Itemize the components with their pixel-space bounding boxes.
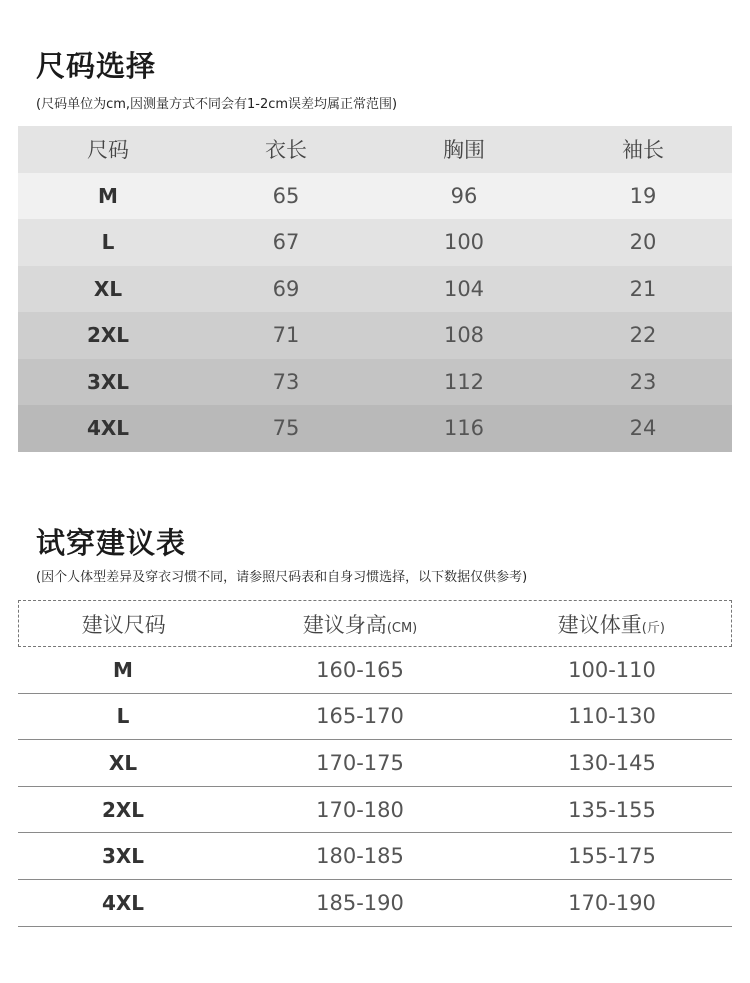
sleeve-value: 24 <box>629 416 657 441</box>
length-value: 73 <box>272 369 300 394</box>
table-row <box>18 266 732 313</box>
chest-value: 96 <box>450 183 478 208</box>
header-length: 衣长 <box>265 138 307 163</box>
length-value: 65 <box>272 183 300 208</box>
chest-value: 100 <box>443 230 485 255</box>
header-rec-weight-label: 建议体重 <box>557 612 642 637</box>
table-row <box>18 405 732 452</box>
header-rec-weight <box>492 609 731 639</box>
header-chest: 胸围 <box>443 138 485 163</box>
size-section-title: 尺码选择 <box>36 49 157 83</box>
table-row <box>18 880 732 927</box>
table-row <box>18 312 732 359</box>
header-rec-height-label: 建议身高 <box>302 612 387 637</box>
table-row <box>18 740 732 787</box>
chest-value: 112 <box>443 369 485 394</box>
size-label: 4XL <box>86 416 130 441</box>
table-row <box>18 359 732 406</box>
size-section-note: (尺码单位为cm,因测量方式不同会有1-2cm误差均属正常范围) <box>36 97 398 112</box>
weight-range: 100-110 <box>568 657 656 682</box>
length-value: 69 <box>272 276 300 301</box>
size-label: 3XL <box>101 844 145 869</box>
size-label: 4XL <box>101 890 145 915</box>
height-range: 160-165 <box>316 657 404 682</box>
header-rec-size-label: 建议尺码 <box>81 612 166 637</box>
size-label: 2XL <box>101 797 145 822</box>
table-row <box>18 219 732 266</box>
table-row <box>18 833 732 880</box>
sleeve-value: 22 <box>629 323 657 348</box>
sleeve-value: 21 <box>629 276 657 301</box>
chest-value: 104 <box>443 276 485 301</box>
header-sleeve: 袖长 <box>622 138 664 163</box>
size-label: 3XL <box>86 369 130 394</box>
header-rec-weight-unit: (斤) <box>641 620 665 636</box>
table-row <box>18 787 732 834</box>
size-label: M <box>113 657 133 682</box>
header-rec-height-unit: (CM) <box>386 620 418 636</box>
length-value: 67 <box>272 230 300 255</box>
weight-range: 110-130 <box>568 704 656 729</box>
sleeve-value: 23 <box>629 369 657 394</box>
chest-value: 108 <box>443 323 485 348</box>
size-table <box>18 126 732 452</box>
fit-table-header <box>18 600 732 647</box>
height-range: 180-185 <box>316 844 404 869</box>
size-label: XL <box>93 276 123 301</box>
size-table-header <box>18 126 732 173</box>
height-range: 165-170 <box>316 704 404 729</box>
size-label: L <box>101 230 115 255</box>
table-row <box>18 647 732 694</box>
length-value: 75 <box>272 416 300 441</box>
height-range: 185-190 <box>316 890 404 915</box>
weight-range: 130-145 <box>568 750 656 775</box>
table-row <box>18 694 732 741</box>
fit-section-title: 试穿建议表 <box>36 526 187 560</box>
weight-range: 155-175 <box>568 844 656 869</box>
table-row <box>18 173 732 220</box>
header-size: 尺码 <box>87 138 129 163</box>
size-label: 2XL <box>86 323 130 348</box>
fit-table <box>18 600 732 927</box>
fit-section-note: (因个人体型差异及穿衣习惯不同，请参照尺码表和自身习惯选择，以下数据仅供参考) <box>36 570 528 585</box>
header-rec-height <box>228 609 491 639</box>
weight-range: 135-155 <box>568 797 656 822</box>
height-range: 170-180 <box>316 797 404 822</box>
size-label: XL <box>108 750 138 775</box>
length-value: 71 <box>272 323 300 348</box>
sleeve-value: 20 <box>629 230 657 255</box>
height-range: 170-175 <box>316 750 404 775</box>
sleeve-value: 19 <box>629 183 657 208</box>
weight-range: 170-190 <box>568 890 656 915</box>
chest-value: 116 <box>443 416 485 441</box>
size-label: L <box>116 704 130 729</box>
size-label: M <box>98 183 118 208</box>
header-rec-size <box>19 609 228 639</box>
